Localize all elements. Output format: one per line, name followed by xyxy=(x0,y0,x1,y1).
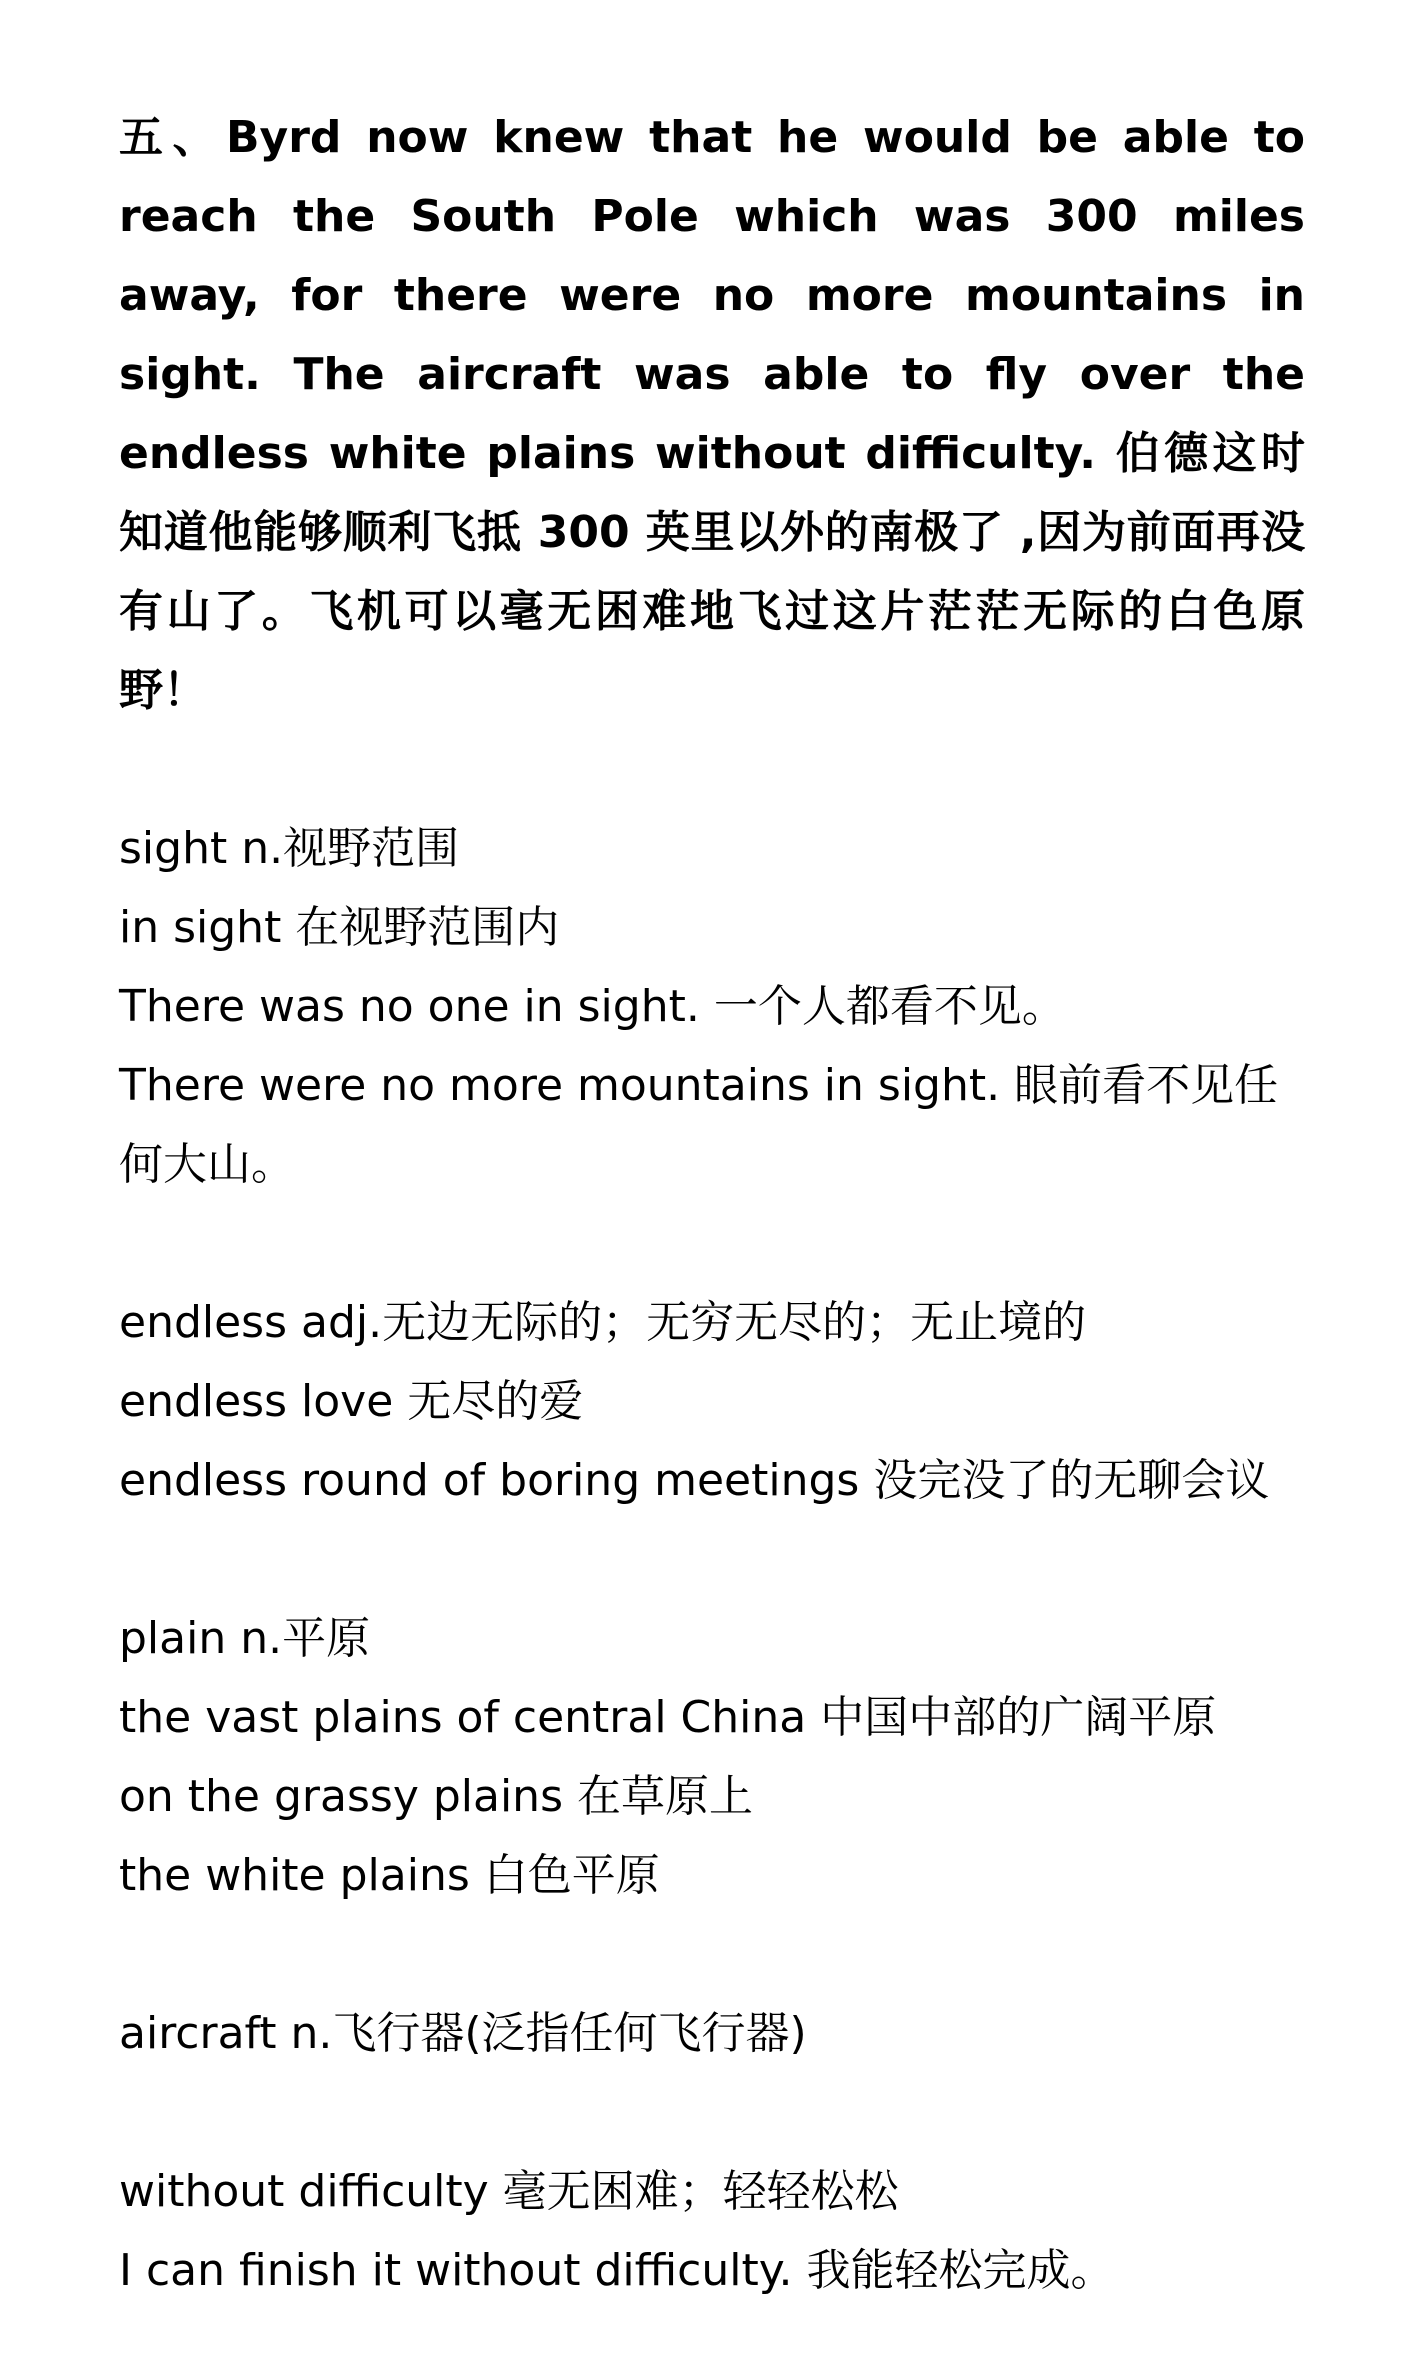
spacer xyxy=(119,1520,1305,1599)
vocab-line: sight n.视野范围 xyxy=(119,823,460,874)
spacer xyxy=(119,730,1305,809)
vocab-line: the vast plains of central China 中国中部的广阔平原 xyxy=(119,1692,1217,1743)
vocab-line: aircraft n.飞行器(泛指任何飞行器) xyxy=(119,2008,807,2059)
vocab-line: endless adj.无边无际的；无穷无尽的；无止境的 xyxy=(119,1297,1087,1348)
vocab-line: I can finish it without difficulty. 我能轻松完成。 xyxy=(119,2245,1115,2296)
bold-paragraph: 五、Byrd now knew that he would be able to reach the South Pole which was 300 miles away, for there were no more mountains in sight. The aircraft was able to fly over the endless white plains without difficulty. 伯德这时知道他能够顺利飞抵 300 英里以外的南极了 ,因为前面再没有山了。飞机可以毫无困难地飞过这片茫茫无际的白色原野！ xyxy=(119,112,1305,716)
vocab-line: without difficulty 毫无困难；轻轻松松 xyxy=(119,2166,899,2217)
vocab-line: the white plains 白色平原 xyxy=(119,1850,660,1901)
spacer xyxy=(119,1915,1305,1994)
vocab-line: endless round of boring meetings 没完没了的无聊会议 xyxy=(119,1455,1270,1506)
vocab-line: in sight 在视野范围内 xyxy=(119,902,560,953)
spacer xyxy=(119,2073,1305,2152)
vocab-group-aircraft xyxy=(119,1994,1305,2073)
vocab-group-plain xyxy=(119,1599,1305,1915)
spacer xyxy=(119,1204,1305,1283)
vocab-group-endless xyxy=(119,1283,1305,1520)
vocab-group-sight xyxy=(119,809,1305,1204)
vocab-line: endless love 无尽的爱 xyxy=(119,1376,584,1427)
vocab-group-without-difficulty xyxy=(119,2152,1305,2310)
vocab-line: There was no one in sight. 一个人都看不见。 xyxy=(119,981,1066,1032)
vocab-line: on the grassy plains 在草原上 xyxy=(119,1771,753,1822)
vocab-line: plain n.平原 xyxy=(119,1613,371,1664)
vocab-line: There were no more mountains in sight. 眼前看不见任何大山。 xyxy=(119,1060,1279,1190)
document-body xyxy=(119,98,1305,2310)
